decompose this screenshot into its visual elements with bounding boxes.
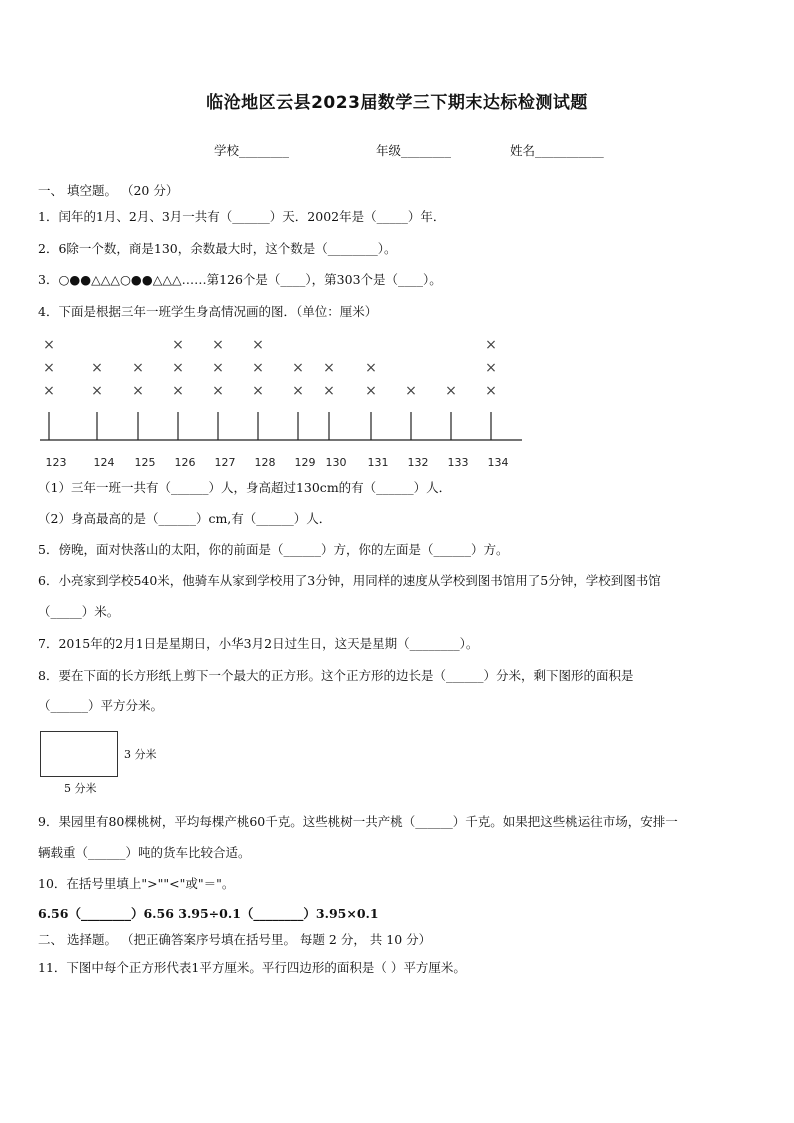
plot-mark-128-2: ×	[252, 360, 264, 376]
plot-mark-129-1: ×	[292, 383, 304, 399]
question-9-line-2: 辆载重（______）吨的货车比较合适。	[38, 845, 251, 860]
plot-tick-label-133: 133	[447, 456, 469, 469]
question-6-line-1: 6．小亮家到学校540米，他骑车从家到学校用了3分钟，用同样的速度从学校到图书馆用了5分钟，学校到图书馆	[38, 573, 661, 588]
plot-mark-129-2: ×	[292, 360, 304, 376]
plot-mark-133-1: ×	[445, 383, 457, 399]
plot-mark-124-2: ×	[91, 360, 103, 376]
plot-tick-label-125: 125	[134, 456, 156, 469]
plot-mark-134-1: ×	[485, 383, 497, 399]
question-3: 3．○●●△△△○●●△△△……第126个是（____），第303个是（____）。	[38, 272, 442, 287]
question-1: 1．闰年的1月、2月、3月一共有（______）天．2002年是（_____）年．	[38, 209, 446, 224]
plot-mark-125-1: ×	[132, 383, 144, 399]
plot-mark-131-2: ×	[365, 360, 377, 376]
plot-mark-126-1: ×	[172, 383, 184, 399]
plot-mark-123-2: ×	[43, 360, 55, 376]
plot-tick-label-134: 134	[487, 456, 509, 469]
page-title: 临沧地区云县2023届数学三下期末达标检测试题	[206, 93, 588, 113]
question-10: 10．在括号里填上">""<"或"＝"。	[38, 876, 235, 891]
plot-mark-132-1: ×	[405, 383, 417, 399]
plot-mark-130-2: ×	[323, 360, 335, 376]
question-8-line-2: （______）平方分米。	[38, 698, 164, 713]
question-4-part-1: （1）三年一班一共有（______）人，身高超过130cm的有（______）人．	[38, 480, 452, 495]
plot-mark-125-2: ×	[132, 360, 144, 376]
question-2: 2．6除一个数，商是130，余数最大时，这个数是（________）。	[38, 241, 397, 256]
plot-mark-126-3: ×	[172, 337, 184, 353]
plot-mark-134-2: ×	[485, 360, 497, 376]
name-field: 姓名___________	[510, 143, 604, 158]
question-8-line-1: 8．要在下面的长方形纸上剪下一个最大的正方形。这个正方形的边长是（______）分米，剩下图形的面积是	[38, 668, 634, 683]
plot-mark-127-3: ×	[212, 337, 224, 353]
plot-mark-128-3: ×	[252, 337, 264, 353]
plot-tick-label-123: 123	[45, 456, 67, 469]
grade-field: 年级________	[376, 143, 452, 158]
plot-mark-126-2: ×	[172, 360, 184, 376]
section-1-header: 一、 填空题。 （20 分）	[38, 183, 179, 198]
question-5: 5．傍晚，面对快落山的太阳，你的前面是（______）方，你的左面是（______）方。	[38, 542, 509, 557]
rectangle-width-label: 3 分米	[124, 748, 157, 761]
plot-tick-label-130: 130	[325, 456, 347, 469]
section-2-header: 二、 选择题。 （把正确答案序号填在括号里。 每题 2 分， 共 10 分）	[38, 932, 432, 947]
plot-mark-128-1: ×	[252, 383, 264, 399]
plot-mark-130-1: ×	[323, 383, 335, 399]
plot-mark-127-2: ×	[212, 360, 224, 376]
school-field: 学校________	[214, 143, 290, 158]
plot-tick-label-131: 131	[367, 456, 389, 469]
question-4-part-2: （2）身高最高的是（______）cm,有（______）人．	[38, 511, 332, 526]
plot-tick-label-124: 124	[93, 456, 115, 469]
plot-tick-label-126: 126	[174, 456, 196, 469]
question-11: 11．下图中每个正方形代表1平方厘米。平行四边形的面积是（ ）平方厘米。	[38, 960, 466, 975]
plot-mark-131-1: ×	[365, 383, 377, 399]
question-6-line-2: （_____）米。	[38, 604, 120, 619]
question-4: 4．下面是根据三年一班学生身高情况画的图．（单位：厘米）	[38, 304, 378, 319]
rectangle-figure	[40, 731, 118, 777]
plot-tick-label-129: 129	[294, 456, 316, 469]
rectangle-length-label: 5 分米	[64, 782, 97, 795]
height-dot-plot	[30, 333, 530, 473]
plot-mark-123-3: ×	[43, 337, 55, 353]
question-9-line-1: 9．果园里有80棵桃树，平均每棵产桃60千克。这些桃树一共产桃（______）千克。如果把这些桃运往市场，安排一	[38, 814, 678, 829]
plot-tick-label-132: 132	[407, 456, 429, 469]
question-7: 7．2015年的2月1日是星期日，小华3月2日过生日，这天是星期（________）。	[38, 636, 479, 651]
plot-mark-124-1: ×	[91, 383, 103, 399]
plot-mark-123-1: ×	[43, 383, 55, 399]
plot-mark-134-3: ×	[485, 337, 497, 353]
plot-tick-label-127: 127	[214, 456, 236, 469]
plot-mark-127-1: ×	[212, 383, 224, 399]
plot-tick-label-128: 128	[254, 456, 276, 469]
question-10-items: 6.56（________）6.56 3.95÷0.1（________）3.95×0.1	[38, 906, 379, 921]
